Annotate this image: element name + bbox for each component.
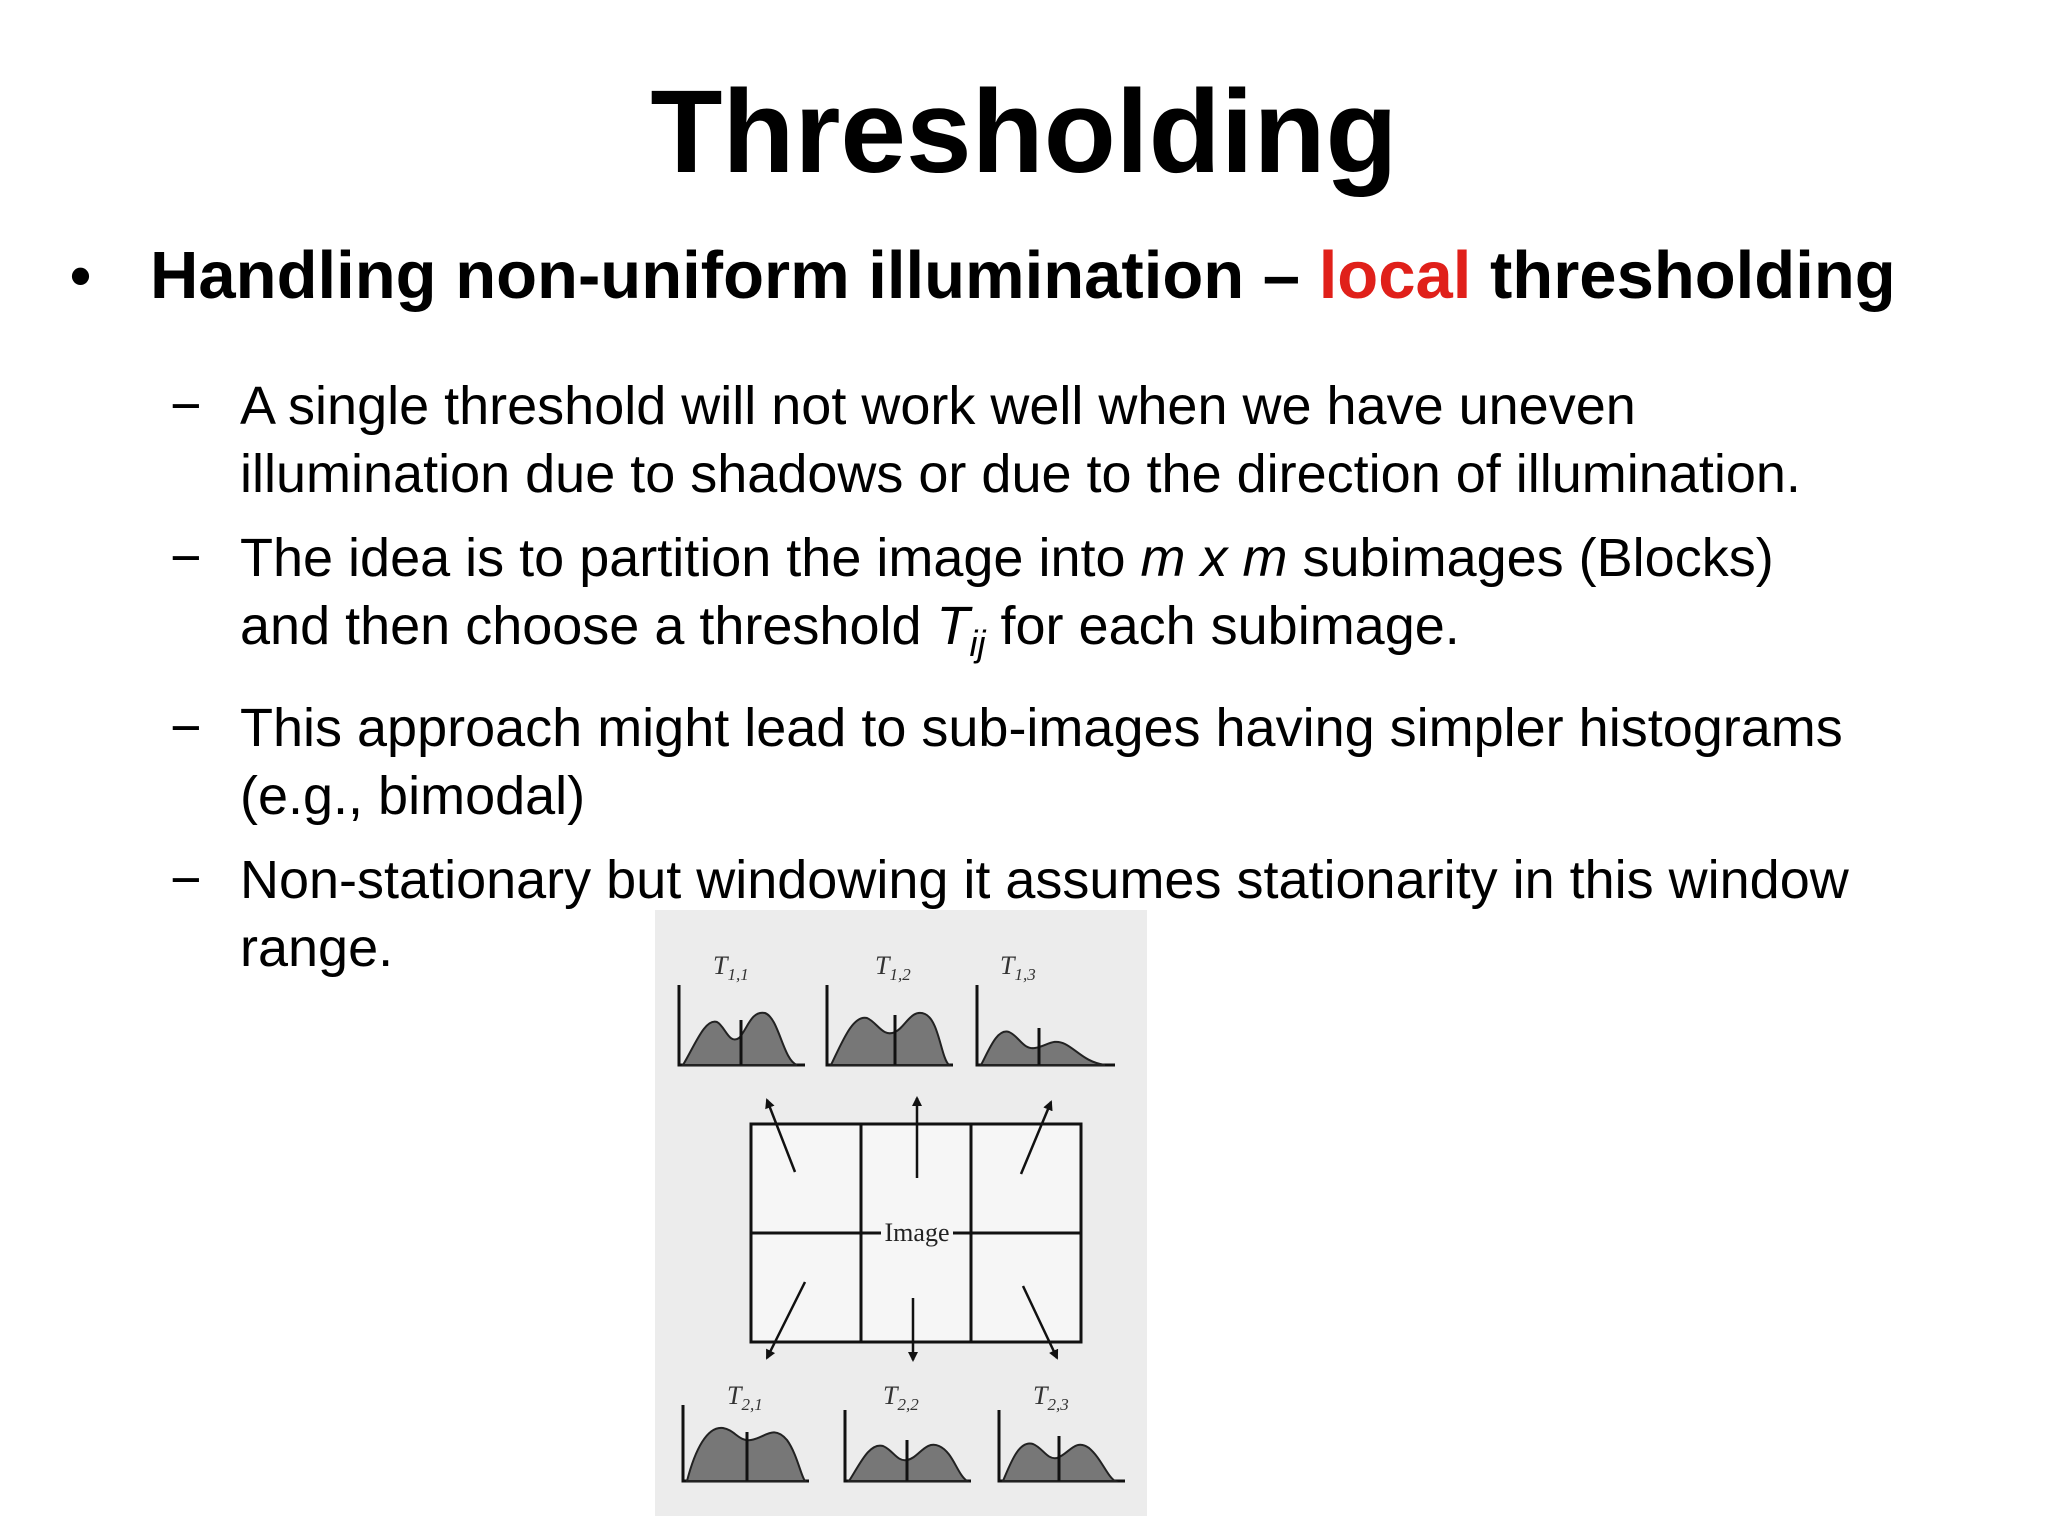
sub-bullet-2	[170, 524, 1950, 678]
histogram-t22	[845, 1410, 971, 1481]
label-t23: $T_{2,3}$	[1033, 1381, 1069, 1414]
histogram-t11	[679, 985, 805, 1065]
sub-bullet-2-line-2-a: and then choose a threshold	[240, 596, 937, 656]
sub-bullet-3-line-1: This approach might lead to sub-images having simpler histograms	[240, 697, 1843, 758]
sub-bullet-2-line-2-b: for each subimage.	[985, 596, 1460, 656]
sub-bullet-4-line-1: Non-stationary but windowing it assumes stationarity in this window	[240, 849, 1849, 910]
sub-bullet-2-line-1-a: The idea is to partition the image into	[240, 528, 1141, 588]
main-bullet-text	[150, 236, 1896, 316]
sub-bullet-3	[170, 694, 1950, 830]
slide-title: Thresholding	[650, 66, 1398, 198]
sub-bullet-2-line-1-b: subimages (Blocks)	[1287, 528, 1774, 588]
dash-marker: −	[170, 849, 202, 910]
m-x-m-term: m x m	[1140, 528, 1288, 588]
dash-marker: −	[170, 528, 202, 588]
label-t13: $T_{1,3}$	[1000, 951, 1036, 984]
local-threshold-figure	[655, 910, 1147, 1516]
bullet-dot: •	[70, 242, 92, 309]
sub-bullet-list	[170, 372, 1950, 998]
histogram-t12	[827, 985, 953, 1065]
sub-bullet-1-line-1: A single threshold will not work well when we have uneven	[240, 376, 1636, 436]
image-label: Image	[884, 1218, 950, 1247]
sub-bullet-3-line-2: (e.g., bimodal)	[240, 765, 586, 826]
threshold-symbol: T	[936, 596, 970, 656]
histogram-t23	[999, 1410, 1125, 1481]
label-t12: $T_{1,2}$	[875, 951, 911, 984]
histogram-t13	[977, 985, 1115, 1065]
figure-svg	[655, 910, 1147, 1516]
dash-marker: −	[170, 697, 202, 758]
histogram-t21	[683, 1405, 809, 1481]
main-bullet-text-before: Handling non-uniform illumination –	[150, 238, 1319, 313]
dash-marker: −	[170, 376, 202, 436]
sub-bullet-1	[170, 372, 1950, 508]
accent-word-local: local	[1318, 238, 1472, 313]
label-t22: $T_{2,2}$	[883, 1381, 919, 1414]
sub-bullet-2-line-2	[240, 592, 1950, 678]
sub-bullet-2-line-1	[240, 524, 1950, 592]
threshold-subscript: ij	[969, 622, 986, 664]
sub-bullet-1-line-2: illumination due to shadows or due to the direction of illumination.	[240, 444, 1801, 504]
label-t21: $T_{2,1}$	[727, 1381, 763, 1414]
main-bullet-text-after: thresholding	[1471, 238, 1896, 313]
sub-bullet-4-line-2: range.	[240, 917, 394, 978]
label-t11: $T_{1,1}$	[713, 951, 749, 984]
